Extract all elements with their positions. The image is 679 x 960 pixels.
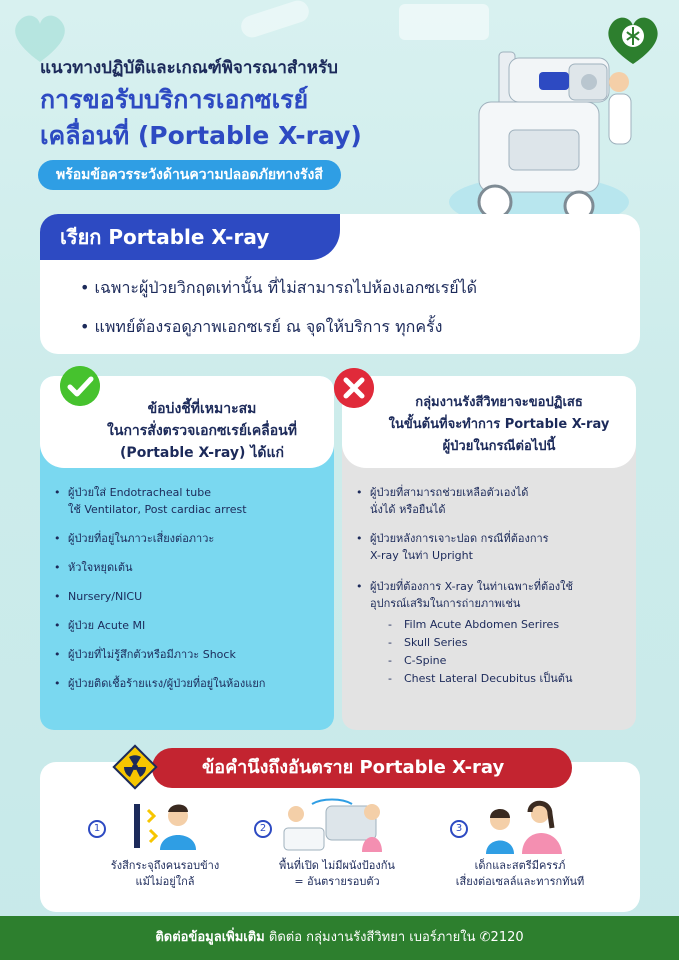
list-item-line1: • ผู้ป่วยหลังการเจาะปอด กรณีที่ต้องการ <box>370 532 549 545</box>
warning-caption <box>440 858 600 890</box>
list-item-line2: นั่งได้ หรือยืนได้ <box>370 503 446 516</box>
list-item-line2: อุปกรณ์เสริมในการถ่ายภาพเช่น <box>370 597 521 610</box>
list-item <box>356 578 626 688</box>
step-number: 3 <box>450 820 468 838</box>
open-area-illustration <box>282 798 392 854</box>
footer-phone: 2120 <box>490 930 524 945</box>
indications-panel <box>40 376 334 730</box>
scattered-radiation-illustration <box>130 800 210 850</box>
warning-caption-line1: พื้นที่เปิด ไม่มีผนังป้องกัน <box>279 859 395 872</box>
list-item-line1: • ผู้ป่วยที่ต้องการ X-ray ในท่าเฉพาะที่ต้องใช้ <box>370 580 574 593</box>
refusals-list <box>356 484 626 700</box>
list-item-line1: • ผู้ป่วยที่สามารถช่วยเหลือตัวเองได้ <box>370 486 529 499</box>
list-item-text: แพทย์ต้องรอดูภาพเอกซเรย์ ณ จุดให้บริการ ทุกครั้ง <box>94 317 443 336</box>
warning-caption <box>262 858 412 890</box>
warning-caption-line1: รังสีกระจุถึงคนรอบข้าง <box>110 859 220 872</box>
list-item <box>54 559 324 576</box>
radiation-warning-icon <box>110 742 160 792</box>
call-title: เรียก Portable X-ray <box>40 214 340 260</box>
sub-list-item: - Chest Lateral Decubitus เป็นต้น <box>388 670 626 688</box>
warning-caption-line1: เด็กและสตรีมีครรภ์ <box>474 859 566 872</box>
list-item-line1: • หัวใจหยุดเต้น <box>68 561 133 574</box>
sub-list-item: - Film Acute Abdomen Serires <box>388 616 626 634</box>
list-item-line1: • ผู้ป่วย Acute MI <box>68 619 146 632</box>
list-item <box>54 617 324 634</box>
warning-caption-line2: = อันตรายรอบตัว <box>294 875 380 888</box>
phone-icon: ✆ <box>479 930 491 945</box>
warning-caption-line2: เสี่ยงต่อเซลล์และทารกทันที <box>455 875 585 888</box>
list-item <box>54 588 324 605</box>
child-and-pregnant-woman-illustration <box>478 800 568 854</box>
list-item: • แพทย์ต้องรอดูภาพเอกซเรย์ ณ จุดให้บริการ ทุกครั้ง <box>80 317 443 336</box>
list-item-line1: • Nursery/NICU <box>68 590 143 603</box>
refusals-heading-line1: กลุ่มงานรังสีวิทยาจะขอปฏิเสธ <box>415 395 583 410</box>
indications-list <box>54 484 324 704</box>
list-item-line1: • ผู้ป่วยใส่ Endotracheal tube <box>68 486 211 499</box>
list-item <box>356 484 626 518</box>
list-item-text: เฉพาะผู้ป่วยวิกฤตเท่านั้น ที่ไม่สามารถไปห้องเอกซเรย์ได้ <box>94 278 477 297</box>
indications-heading-line1: ข้อบ่งชี้ที่เหมาะสม <box>147 401 257 417</box>
list-item-line1: • ผู้ป่วยติดเชื้อร้ายแรง/ผู้ป่วยที่อยู่ในห้องแยก <box>68 677 266 690</box>
call-list <box>80 276 477 354</box>
cross-icon <box>334 368 374 408</box>
footer-text: ติดต่อ กลุ่มงานรังสีวิทยา เบอร์ภายใน <box>268 930 476 945</box>
portable-xray-machine-illustration <box>439 42 639 232</box>
list-item <box>356 530 626 564</box>
warning-caption <box>90 858 240 890</box>
pill-decoration <box>238 0 311 40</box>
list-item <box>54 675 324 692</box>
warning-title: ข้อคำนึงถึงอันตราย Portable X-ray <box>152 748 572 788</box>
footer-contact <box>0 916 679 960</box>
indications-heading-line3: (Portable X-ray) ได้แก่ <box>120 445 284 461</box>
step-number: 1 <box>88 820 106 838</box>
list-item: • เฉพาะผู้ป่วยวิกฤตเท่านั้น ที่ไม่สามารถไปห้องเอกซเรย์ได้ <box>80 278 477 297</box>
list-item-line2: X-ray ในท่า Upright <box>370 549 473 562</box>
list-item <box>54 646 324 663</box>
refusals-header <box>342 376 636 468</box>
refusals-panel <box>342 376 636 730</box>
refusals-heading-line2: ในขั้นต้นที่จะทำการ Portable X-ray <box>388 417 610 432</box>
refusals-heading-line3: ผู้ป่วยในกรณีต่อไปนี้ <box>442 439 556 454</box>
list-item-line1: • ผู้ป่วยที่อยู่ในภาวะเสี่ยงต่อภาวะ <box>68 532 215 545</box>
list-item <box>54 530 324 547</box>
check-icon <box>60 366 100 406</box>
list-item <box>54 484 324 518</box>
header-tag: พร้อมข้อควรระวังด้านความปลอดภัยทางรังสี <box>38 160 341 190</box>
sub-list-item: - Skull Series <box>388 634 626 652</box>
list-item-line2: ใช้ Ventilator, Post cardiac arrest <box>68 503 247 516</box>
sub-list-item: - C-Spine <box>388 652 626 670</box>
header-title-line1: การขอรับบริการเอกซเรย์ <box>40 85 309 114</box>
warning-caption-line2: แม้ไม่อยู่ใกล้ <box>135 875 195 888</box>
footer-bold-label: ติดต่อข้อมูลเพิ่มเติม <box>155 930 265 945</box>
header-subtitle: แนวทางปฏิบัติและเกณฑ์พิจารณาสำหรับ <box>40 58 338 78</box>
indications-heading-line2: ในการสั่งตรวจเอกซเรย์เคลื่อนที่ <box>107 423 297 439</box>
header-title-line2: เคลื่อนที่ (Portable X-ray) <box>40 121 362 150</box>
blister-decoration <box>399 4 489 40</box>
step-number: 2 <box>254 820 272 838</box>
list-item-line1: • ผู้ป่วยที่ไม่รู้สึกตัวหรือมีภาวะ Shock <box>68 648 236 661</box>
refusals-sub-list <box>388 616 626 688</box>
